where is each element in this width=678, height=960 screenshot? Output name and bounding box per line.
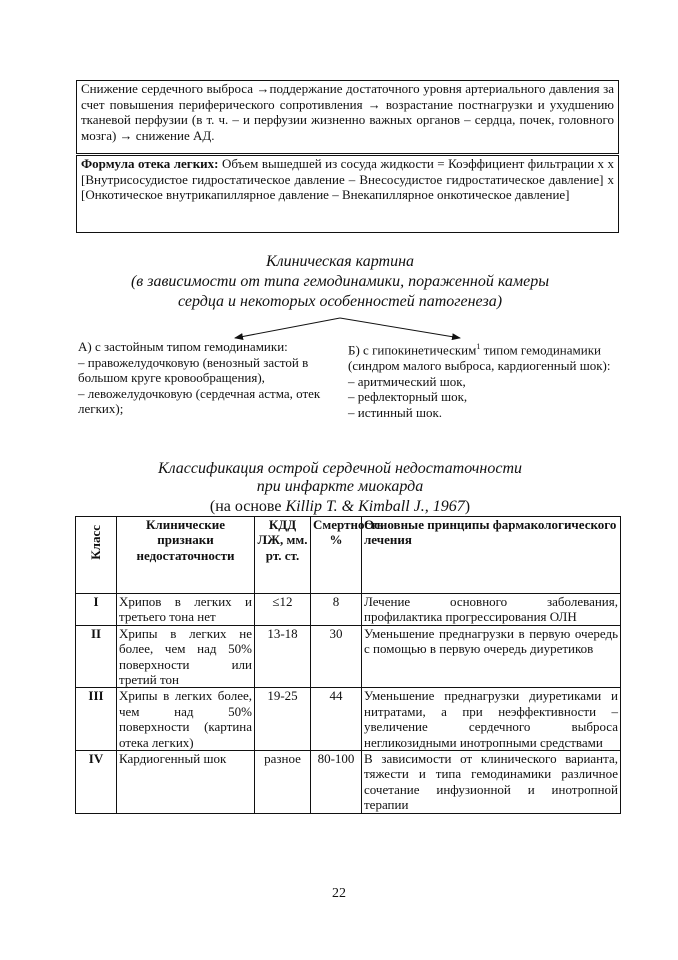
treatment-cell: Уменьшение преднагрузки в первую очередь с помощью в первую очередь диуретиков — [362, 625, 621, 688]
signs-cell: Хрипы в легких не более, чем над 50% поверхности или третий тон — [117, 625, 255, 688]
kdd-cell: разное — [255, 751, 311, 814]
killip-classification-table — [75, 516, 621, 814]
mortality-cell: 44 — [311, 688, 362, 751]
class-cell: III — [76, 688, 117, 751]
class-cell: I — [76, 594, 117, 626]
header-mortality: Смертность % — [311, 517, 362, 594]
cardiac-output-text: Снижение сердечного выброса →поддержание достаточного уровня артериального давления за счет повышения периферического сопротивления → возрастание постнагрузки и ухудшению тканевой перфузии (в т. ч. – и перфузии жизненно важных органов – сердца, почек, головного мозга) → снижение АД. — [81, 81, 614, 143]
classification-title — [40, 460, 640, 496]
hypokinetic-type-heading — [348, 339, 620, 374]
mortality-cell: 30 — [311, 625, 362, 688]
page-number: 22 — [332, 886, 346, 901]
congestive-type-heading: А) с застойным типом гемодинамики: — [78, 339, 288, 354]
header-class: Класс — [76, 517, 117, 594]
table-row — [76, 751, 621, 814]
table-row — [76, 625, 621, 688]
clinical-title-line2: (в зависимости от типа гемодинамики, пораженной камеры — [130, 273, 550, 290]
treatment-cell: В зависимости от клинического варианта, тяжести и типа гемодинамики различное сочетание инфузионной и инотропной терапии — [362, 751, 621, 814]
classification-title-line2: при инфаркте миокарда — [256, 478, 424, 495]
classification-title-line1: Классификация острой сердечной недостаточности — [157, 460, 523, 477]
source-authors: Killip T. & Kimball J., 1967 — [285, 498, 465, 515]
header-kdd: КДД ЛЖ, мм. рт. ст. — [255, 517, 311, 594]
clinical-title-line1: Клиническая картина — [265, 253, 415, 270]
classification-source — [40, 498, 640, 516]
mortality-cell: 80-100 — [311, 751, 362, 814]
edema-formula-label: Формула отека легких: — [81, 156, 219, 171]
arrow-left — [235, 318, 340, 338]
header-signs: Клинические признаки недостаточности — [117, 517, 255, 594]
signs-cell: Кардиогенный шок — [117, 751, 255, 814]
source-suffix: ) — [464, 498, 471, 515]
shock-item-true: – истинный шок. — [348, 404, 443, 420]
arrow-right — [340, 318, 460, 338]
table-row — [76, 594, 621, 626]
edema-formula-text: Объем вышедшей из сосуда жидкости = Коэффициент фильтрации х х [Внутрисосудистое гидростатическое давление – Внесосудистое гидростатическое давление] х [Онкотическое внутрикапиллярное давление – Внекапиллярное онкотическое давление] — [81, 156, 615, 203]
congestive-item-right: – правожелудочковую (венозный застой в большом круге кровообращения), — [78, 354, 309, 386]
class-cell: IV — [76, 751, 117, 814]
treatment-cell: Лечение основного заболевания, профилактика прогрессирования ОЛН — [362, 594, 621, 626]
source-prefix: (на основе — [209, 498, 286, 515]
header-principles: Основные принципы фармакологического лечения — [362, 517, 621, 594]
signs-cell: Хрипы в легких более, чем над 50% поверхности (картина отека легких) — [117, 688, 255, 751]
shock-item-arrhythmic: – аритмический шок, — [348, 373, 466, 389]
shock-item-reflex: – рефлекторный шок, — [348, 389, 468, 405]
class-cell: II — [76, 625, 117, 688]
congestive-type-column — [78, 339, 334, 417]
congestive-item-left: – левожелудочковую (сердечная астма, отек легких); — [78, 385, 321, 417]
table-row — [76, 688, 621, 751]
table-header-row — [76, 517, 621, 594]
hypokinetic-heading-start: Б) с гипокинетическим — [348, 342, 477, 358]
hypokinetic-heading-rest: типом гемодинамики (синдром малого выброса, кардиогенный шок): — [348, 342, 611, 373]
hypokinetic-type-column — [348, 339, 620, 420]
footnote-mark: 1 — [476, 342, 481, 351]
mortality-cell: 8 — [311, 594, 362, 626]
kdd-cell: 13-18 — [255, 625, 311, 688]
kdd-cell: 19-25 — [255, 688, 311, 751]
clinical-title-line3: сердца и некоторых особенностей патогенеза) — [177, 293, 503, 310]
signs-cell: Хрипов в легких и третьего тона нет — [117, 594, 255, 626]
treatment-cell: Уменьшение преднагрузки диуретиками и нитратами, а при неэффективности – увеличение сердечного выброса негликозидными инотропными средствами — [362, 688, 621, 751]
kdd-cell: ≤12 — [255, 594, 311, 626]
